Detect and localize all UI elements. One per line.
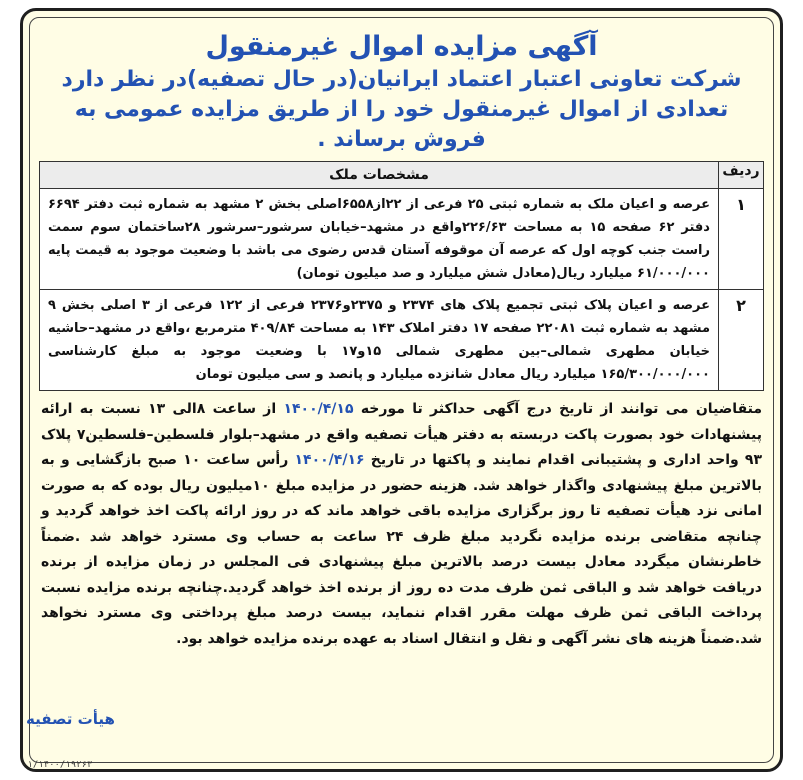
notice-subtitle: شرکت تعاونی اعتبار اعتماد ایرانیان(در حال تصفیه)در نظر دارد تعدادی از اموال غیرمنقول خود را از طریق مزایده عمومی به فروش برساند .: [61, 67, 742, 152]
terms-text-part-1: متقاضیان می توانند از تاریخ درج آگهی حداکثر تا مورخه: [353, 401, 763, 417]
notice-content: [33, 17, 770, 652]
opening-date: ۱۴۰۰/۴/۱۶: [294, 452, 365, 468]
row-number-header: ردیف: [719, 162, 764, 189]
notice-title: آگهی مزایده اموال غیرمنقول: [205, 31, 598, 62]
row-number: ۱: [719, 189, 764, 290]
property-description: عرصه و اعیان ملک به شماره ثبتی ۲۵ فرعی از ۲۲از۶۵۵۸اصلی بخش ۲ مشهد به شماره ثبت دفتر ۶۶۹۴ دفتر ۶۲ صفحه ۱۵ به مساحت ۲۲۶/۶۳واقع در مشهد–خیابان سرشور–سرشور ۲۸ساختمان سوم سمت راست جنب کوچه اول که عرصه آن موقوفه آستان قدس رضوی می باشد با وضعیت موجود به قیمت پایه ۶۱/۰۰۰/۰۰۰ میلیارد ریال(معادل شش میلیارد و صد میلیون تومان): [40, 189, 719, 290]
row-number: ۲: [719, 290, 764, 391]
table-row: [40, 290, 764, 391]
property-description: عرصه و اعیان پلاک ثبتی تجمیع پلاک های ۲۳۷۴ و ۲۳۷۵و۲۳۷۶ فرعی از ۱۲۲ فرعی از ۳ اصلی بخش ۹ مشهد به شماره ثبت ۲۲۰۸۱ صفحه ۱۷ دفتر املاک ۱۴۳ به مساحت ۴۰۹/۸۴ مترمربع ،واقع در مشهد–حاشیه خیابان مطهری شمالی–بین مطهری شمالی ۱۵و۱۷ با وضعیت موجود به مبلغ کارشناسی ۱۶۵/۳۰۰/۰۰۰/۰۰۰ میلیارد ریال معادل شانزده میلیارد و پانصد و سی میلیون تومان: [40, 290, 719, 391]
terms-paragraph: [41, 397, 762, 652]
deadline-date: ۱۴۰۰/۴/۱۵: [283, 401, 354, 417]
notice-frame: [20, 8, 783, 772]
table-row: [40, 189, 764, 290]
property-table: [39, 161, 764, 391]
table-header-row: [40, 162, 764, 189]
terms-text-part-2: از ساعت ۸الی ۱۳ نسبت به ارائه پیشنهادات خود بصورت پاکت دربسته به دفتر هیأت تصفیه واقع در مشهد–بلوار فلسطین–فلسطین۷ پلاک ۹۳ واحد اداری و پشتیبانی اقدام نمایند و پاکتها در تاریخ: [41, 401, 762, 468]
reference-code: ۰۱/۱۴۰۰/۱۹۲۶۳: [22, 760, 93, 770]
terms-text-part-3: رأس ساعت ۱۰ صبح بازگشایی و به بالاترین مبلغ پیشنهادی واگذار خواهد شد. هزینه حضور در مزایده مبلغ ۱۰میلیون ریال بوده که به صورت امانی نزد هیأت تصفیه تا روز برگزاری مزایده باقی خواهد ماند که در روز ارائه پاکت اخذ خواهد گردید و چنانچه متقاضی برنده مزایده نگردید مبلغ ظرف ۲۴ ساعت به حساب وی مسترد خواهد شد .ضمناً خاطرنشان میگردد معادل بیست درصد بالاترین مبلغ پیشنهادی فی المجلس در زمان مزایده از برنده دریافت خواهد شد و الباقی ثمن ظرف مدت ده روز از برنده اخذ خواهد گردید.چنانچه برنده مزایده نسبت پرداخت الباقی ثمن ظرف مهلت مقرر اقدام ننماید، بیست درصد مبلغ پرداختی وی مسترد نخواهد شد.ضمناً هزینه های نشر آگهی و نقل و انتقال اسناد به عهده برنده مزایده خواهد بود.: [41, 452, 762, 647]
property-details-header: مشخصات ملک: [40, 162, 719, 189]
signature-liquidation-board: هیأت تصفیه: [26, 710, 115, 728]
